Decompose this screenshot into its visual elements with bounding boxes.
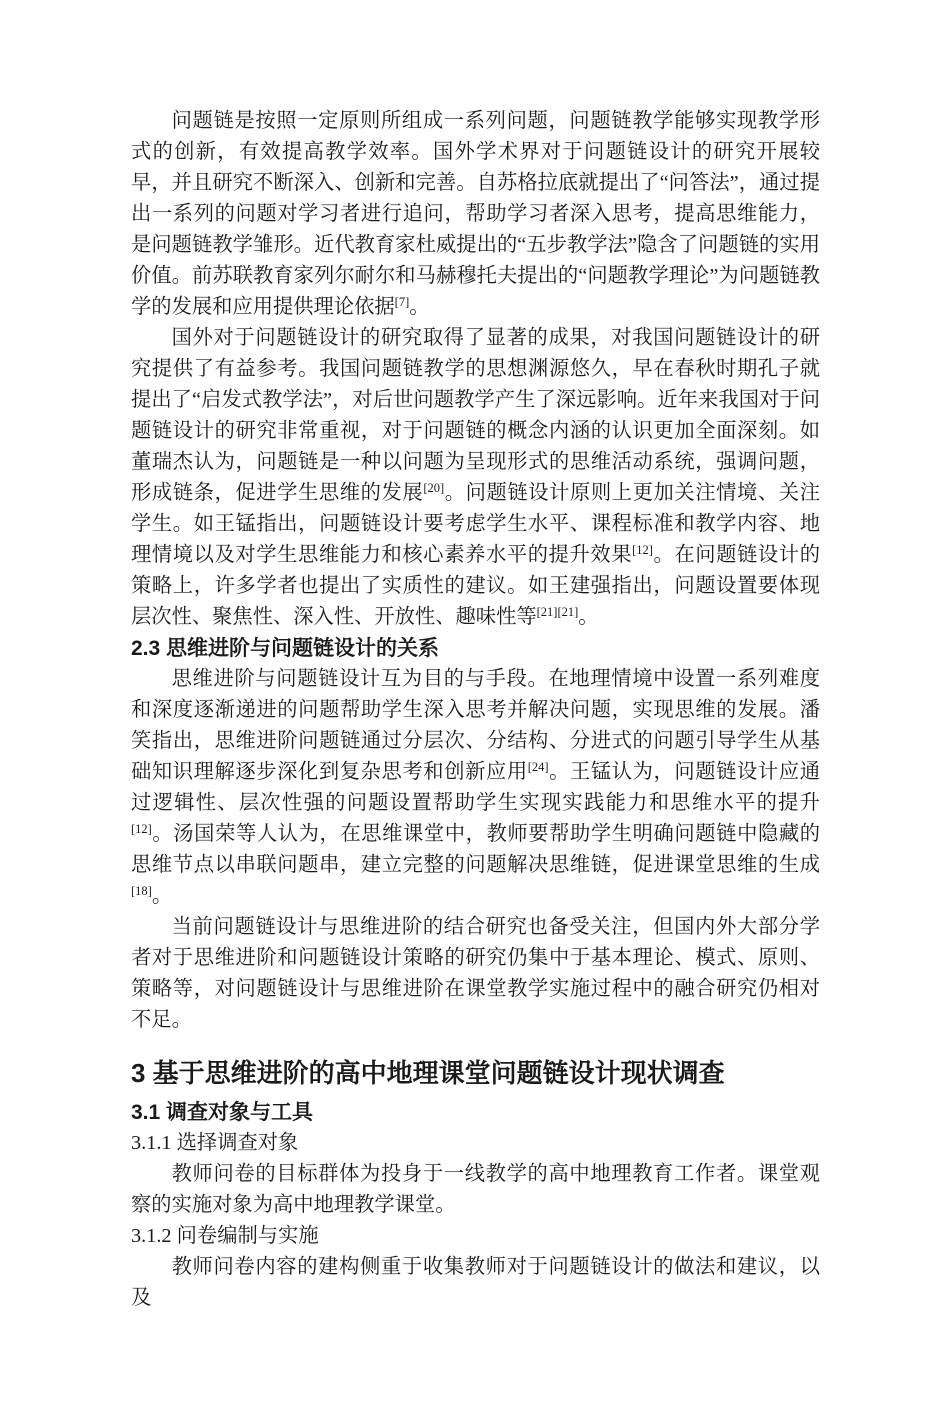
- citation-ref: [20]: [423, 481, 445, 496]
- citation-ref: [21][21]: [536, 605, 579, 620]
- citation-ref: [24]: [527, 760, 549, 775]
- chapter-heading-3: 3 基于思维进阶的高中地理课堂问题链设计现状调查: [131, 1058, 725, 1088]
- subsection-heading-3-1-2: 3.1.2 问卷编制与实施: [131, 1225, 319, 1247]
- paragraph-problem-chain-origin: 问题链是按照一定原则所组成一系列问题，问题链教学能够实现教学形式的创新，有效提高教学效率。国外学术界对于问题链设计的研究开展较早，并且研究不断深入、创新和完善。自苏格拉底就提出了“问答法”，通过提出一系列的问题对学习者进行追问，帮助学习者深入思考，提高思维能力，是问题链教学雏形。近代教育家杜威提出的“五步教学法”隐含了问题链的实用价值。前苏联教育家列尔耐尔和马赫穆托夫提出的“问题教学理论”为问题链教学的发展和应用提供理论依据[7]。: [131, 110, 820, 318]
- paragraph-survey-targets: 教师问卷的目标群体为投身于一线教学的高中地理教育工作者。课堂观察的实施对象为高中地理教学课堂。: [131, 1163, 820, 1216]
- paragraph-thinking-progression-relation: 思维进阶与问题链设计互为目的与手段。在地理情境中设置一系列难度和深度逐渐递进的问题帮助学生深入思考并解决问题，实现思维的发展。潘笑指出，思维进阶问题链通过分层次、分结构、分进式的问题引导学生从基础知识理解逐步深化到复杂思考和创新应用[24]。王锰认为，问题链设计应通过逻辑性、层次性强的问题设置帮助学生实现实践能力和思维水平的提升[12]。汤国荣等人认为，在思维课堂中，教师要帮助学生明确问题链中隐藏的思维节点以串联问题串，建立完整的问题解决思维链，促进课堂思维的生成[18]。: [131, 668, 820, 907]
- paragraph-domestic-research: 国外对于问题链设计的研究取得了显著的成果，对我国问题链设计的研究提供了有益参考。我国问题链教学的思想渊源悠久，早在春秋时期孔子就提出了“启发式教学法”，对后世问题教学产生了深远影响。近年来我国对于问题链设计的研究非常重视，对于问题链的概念内涵的认识更加全面深刻。如董瑞杰认为，问题链是一种以问题为呈现形式的思维活动系统，强调问题，形成链条，促进学生思维的发展[20]。问题链设计原则上更加关注情境、关注学生。如王锰指出，问题链设计要考虑学生水平、课程标准和教学内容、地理情境以及对学生思维能力和核心素养水平的提升效果[12]。在问题链设计的策略上，许多学者也提出了实质性的建议。如王建强指出，问题设置要体现层次性、聚焦性、深入性、开放性、趣味性等[21][21]。: [131, 327, 820, 628]
- section-heading-2-3: 2.3 思维进阶与问题链设计的关系: [131, 637, 440, 660]
- citation-ref: [18]: [131, 884, 152, 899]
- paragraph-questionnaire-content: 教师问卷内容的建构侧重于收集教师对于问题链设计的做法和建议，以及: [131, 1256, 820, 1309]
- citation-ref: [12]: [131, 822, 152, 837]
- subsection-heading-3-1-1: 3.1.1 选择调查对象: [131, 1132, 299, 1154]
- citation-ref: [12]: [632, 543, 653, 558]
- section-heading-3-1: 3.1 调查对象与工具: [131, 1101, 314, 1124]
- citation-ref: [7]: [394, 295, 410, 310]
- paragraph-research-gap: 当前问题链设计与思维进阶的结合研究也备受关注，但国内外大部分学者对于思维进阶和问题链设计策略的研究仍集中于基本理论、模式、原则、策略等，对问题链设计与思维进阶在课堂教学实施过程中的融合研究仍相对不足。: [131, 916, 820, 1031]
